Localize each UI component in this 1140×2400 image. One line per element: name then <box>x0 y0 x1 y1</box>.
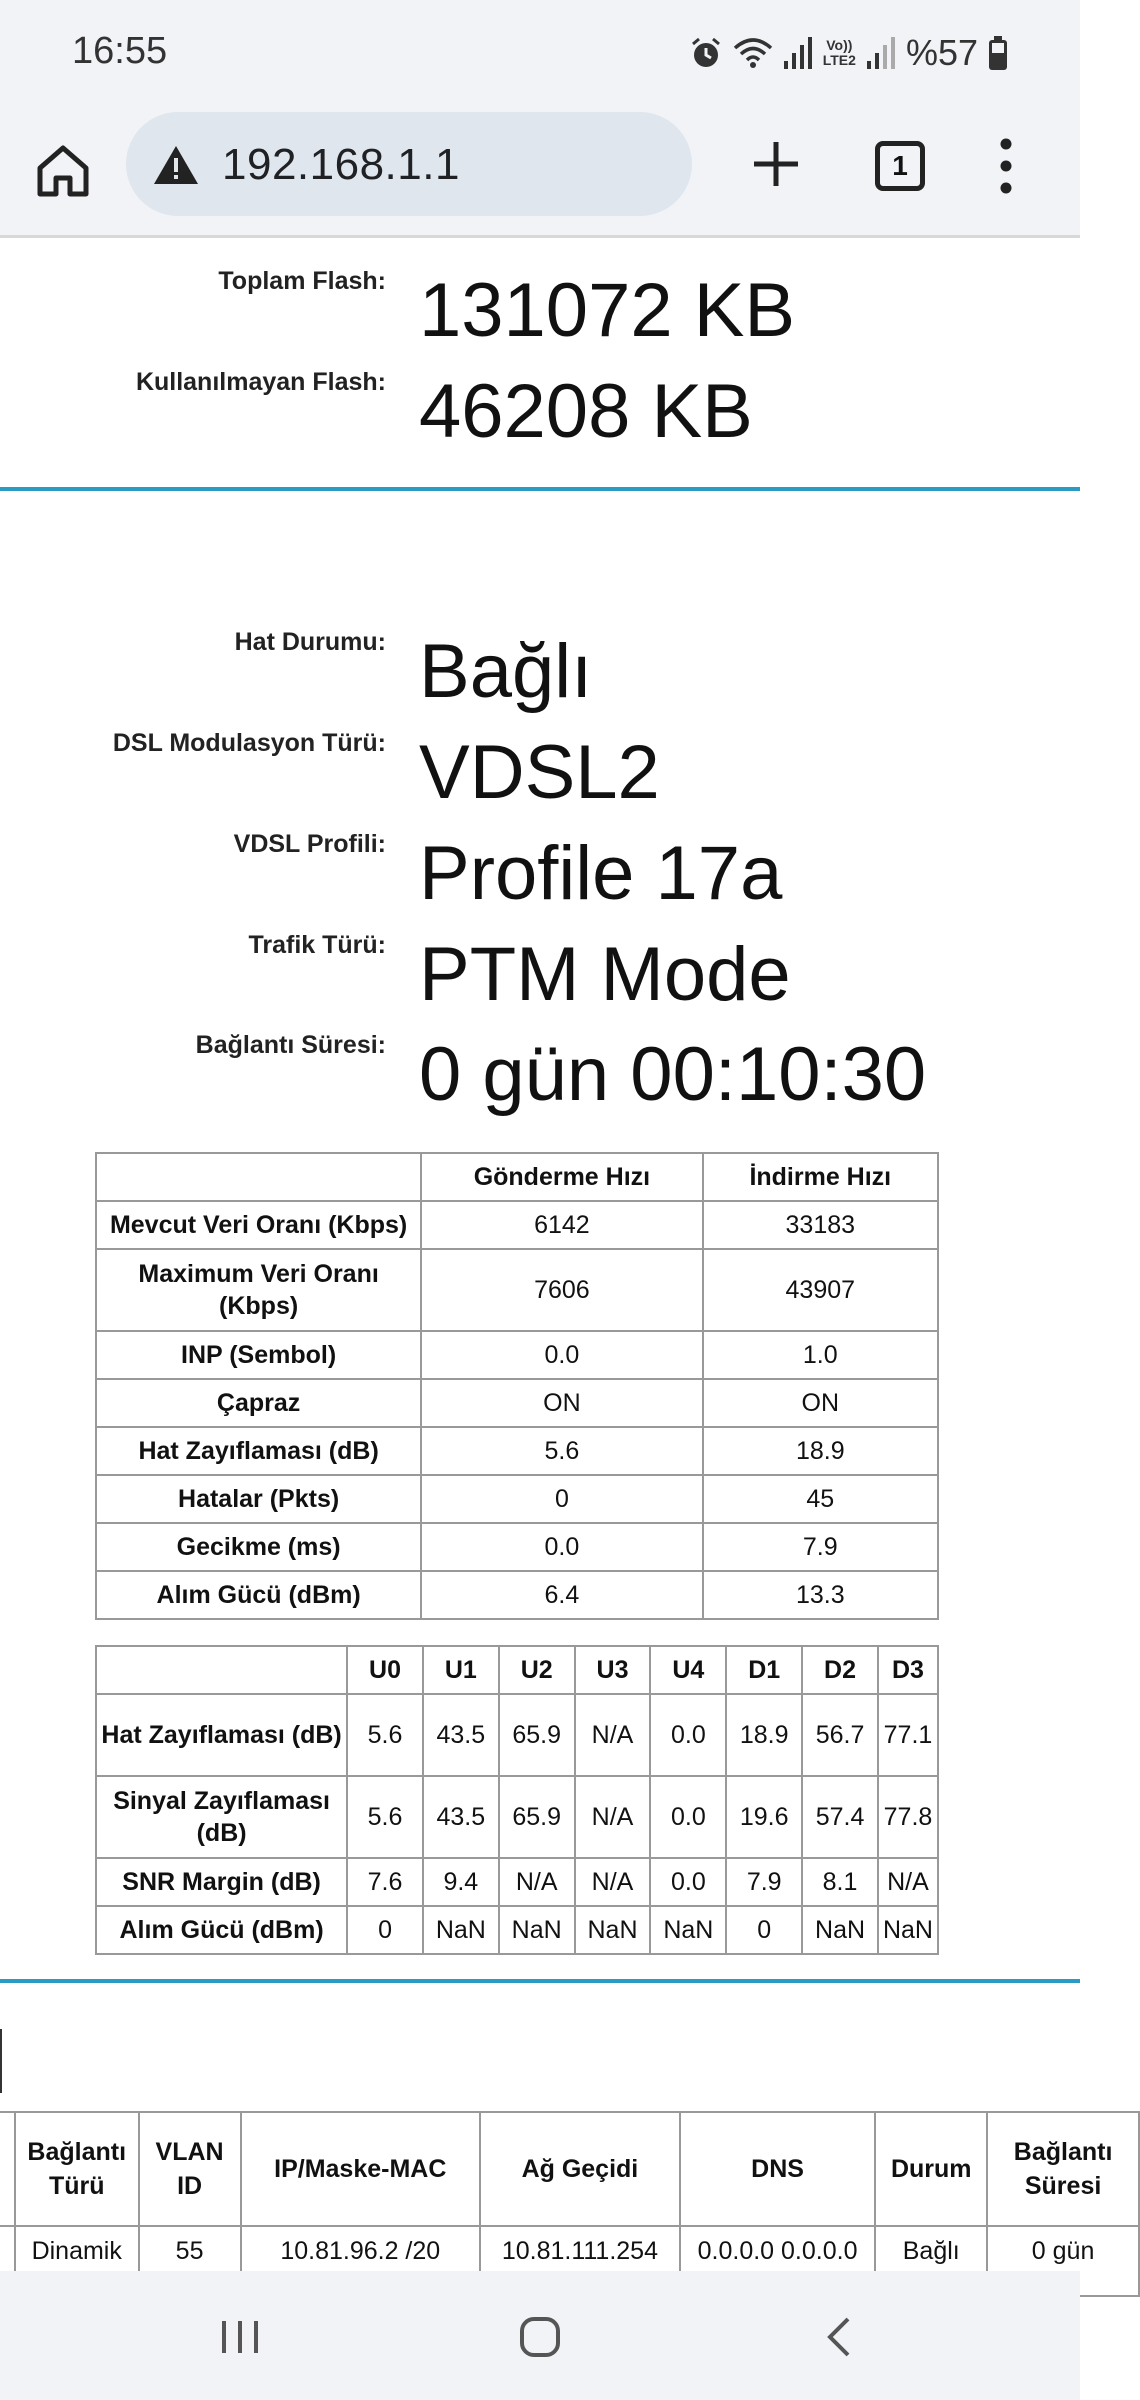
flash-free-value: 46208 KB <box>419 369 753 454</box>
table-cell: 10.81.96.2 /20 <box>241 2226 480 2296</box>
table-cell: 1.0 <box>703 1331 938 1379</box>
table-row <box>96 1858 938 1906</box>
address-bar[interactable] <box>126 112 692 216</box>
table-cell: Bağlı <box>875 2226 987 2296</box>
text-cursor <box>0 2029 2 2093</box>
table-cell: 7606 <box>421 1249 702 1331</box>
table-cell: 0.0 <box>421 1331 702 1379</box>
browser-toolbar <box>0 108 1080 238</box>
line-status-label: Hat Durumu: <box>234 628 386 656</box>
table-header: IP/Maske-MAC <box>241 2112 480 2226</box>
table-header: U0 <box>347 1646 423 1694</box>
table-row <box>96 1201 938 1249</box>
table-row <box>96 1379 938 1427</box>
signal-2-icon <box>866 37 896 69</box>
volte-indicator <box>823 38 856 68</box>
row-header: Mevcut Veri Oranı (Kbps) <box>96 1201 421 1249</box>
table-cell: 7.6 <box>347 1858 423 1906</box>
row-header: Sinyal Zayıflaması (dB) <box>96 1776 347 1858</box>
table-row <box>96 1776 938 1858</box>
modulation-value: VDSL2 <box>419 730 660 815</box>
table-row <box>96 1475 938 1523</box>
table-cell: N/A <box>575 1858 651 1906</box>
table-cell: 65.9 <box>499 1776 575 1858</box>
battery-text: %57 <box>905 32 978 73</box>
table-cell: 5.6 <box>421 1427 702 1475</box>
table-cell: 77.8 <box>878 1776 938 1858</box>
table-header <box>96 1153 421 1201</box>
table-cell: NaN <box>878 1906 938 1954</box>
status-icons <box>689 28 1008 78</box>
row-header: SNR Margin (dB) <box>96 1858 347 1906</box>
table-cell: 5.6 <box>347 1694 423 1776</box>
table-cell: NaN <box>802 1906 878 1954</box>
section-divider <box>0 1979 1080 1983</box>
table-cell: 0 <box>726 1906 802 1954</box>
wifi-icon <box>733 36 773 70</box>
table-header: U2 <box>499 1646 575 1694</box>
table-cell: 0 <box>347 1906 423 1954</box>
status-bar <box>0 0 1080 108</box>
table-cell: 45 <box>703 1475 938 1523</box>
table-cell: NaN <box>650 1906 726 1954</box>
table-cell: ON <box>703 1379 938 1427</box>
table-cell: 7.9 <box>703 1523 938 1571</box>
table-header: U4 <box>650 1646 726 1694</box>
modulation-label: DSL Modulasyon Türü: <box>112 729 386 757</box>
row-header: Çapraz <box>96 1379 421 1427</box>
uptime-value: 0 gün 00:10:30 <box>419 1032 927 1117</box>
table-row <box>96 1249 938 1331</box>
table-cell: 43.5 <box>423 1776 499 1858</box>
tabs-icon[interactable] <box>875 141 925 191</box>
flash-total-label: Toplam Flash: <box>218 267 386 295</box>
table-cell: 0 <box>421 1475 702 1523</box>
recent-apps-icon[interactable] <box>210 2307 270 2367</box>
table-cell: 18.9 <box>726 1694 802 1776</box>
table-row <box>96 1571 938 1619</box>
table-header-row <box>0 2112 1139 2226</box>
table-cell: 8.1 <box>802 1858 878 1906</box>
uptime-label: Bağlantı Süresi: <box>195 1031 386 1059</box>
table-cell: 7.9 <box>726 1858 802 1906</box>
more-icon[interactable] <box>996 134 1016 198</box>
table-cell: 0.0 <box>650 1858 726 1906</box>
alarm-icon <box>689 36 723 70</box>
url-text[interactable]: 192.168.1.1 <box>222 140 460 189</box>
table-header: İndirme Hızı <box>703 1153 938 1201</box>
traffic-type-label: Trafik Türü: <box>248 931 386 959</box>
row-header: INP (Sembol) <box>96 1331 421 1379</box>
table-cell: N/A <box>575 1776 651 1858</box>
warning-icon[interactable] <box>152 144 200 191</box>
table-cell: 19.6 <box>726 1776 802 1858</box>
row-header: Alım Gücü (dBm) <box>96 1906 347 1954</box>
table-row <box>96 1906 938 1954</box>
table-header: Durum <box>875 2112 987 2226</box>
table-cell: 0.0.0.0 0.0.0.0 <box>680 2226 875 2296</box>
table-header: Gönderme Hızı <box>421 1153 702 1201</box>
table-header: Bağlantı Türü <box>15 2112 139 2226</box>
tab-count: 1 <box>892 150 908 181</box>
table-cell: 43.5 <box>423 1694 499 1776</box>
table-header: D2 <box>802 1646 878 1694</box>
row-header: Hat Zayıflaması (dB) <box>96 1694 347 1776</box>
table-cell: 57.4 <box>802 1776 878 1858</box>
row-header: Hat Zayıflaması (dB) <box>96 1427 421 1475</box>
table-header: D3 <box>878 1646 938 1694</box>
battery-icon <box>988 36 1008 70</box>
table-cell: 9.4 <box>423 1858 499 1906</box>
table-row <box>96 1523 938 1571</box>
status-time: 16:55 <box>72 30 168 72</box>
rate-table <box>95 1152 939 1620</box>
band-table <box>95 1645 939 1955</box>
table-cell: 0.0 <box>650 1776 726 1858</box>
table-header-row <box>96 1646 938 1694</box>
vdsl-profile-label: VDSL Profili: <box>233 830 386 858</box>
table-cell: 77.1 <box>878 1694 938 1776</box>
table-cell: 65.9 <box>499 1694 575 1776</box>
table-cell: 56.7 <box>802 1694 878 1776</box>
table-cell: 10.81.111.254 <box>480 2226 680 2296</box>
table-header: U1 <box>423 1646 499 1694</box>
signal-icon <box>783 37 813 69</box>
back-icon[interactable] <box>810 2307 870 2367</box>
section-divider <box>0 487 1080 491</box>
page-content <box>0 241 1113 2271</box>
row-header: Alım Gücü (dBm) <box>96 1571 421 1619</box>
table-cell: NaN <box>423 1906 499 1954</box>
volte-line-2: LTE2 <box>822 52 856 68</box>
line-status-value: Bağlı <box>419 629 593 714</box>
table-cell: NaN <box>499 1906 575 1954</box>
plus-icon[interactable] <box>746 134 806 194</box>
flash-total-value: 131072 KB <box>419 268 796 353</box>
table-cell: 0.0 <box>650 1694 726 1776</box>
flash-free-label: Kullanılmayan Flash: <box>135 368 386 396</box>
table-header: VLAN ID <box>139 2112 241 2226</box>
traffic-type-value: PTM Mode <box>419 932 791 1017</box>
table-cell: Dinamik <box>15 2226 139 2296</box>
volte-line-1: Vo)) <box>826 37 853 53</box>
table-cell: 5.6 <box>347 1776 423 1858</box>
table-header: Bağlantı Süresi <box>987 2112 1139 2226</box>
row-header: Gecikme (ms) <box>96 1523 421 1571</box>
table-cell: 33183 <box>703 1201 938 1249</box>
home-icon[interactable] <box>30 138 96 204</box>
table-header: U3 <box>575 1646 651 1694</box>
table-cell: N/A <box>575 1694 651 1776</box>
navigation-bar <box>0 2271 1080 2400</box>
table-cell: 43907 <box>703 1249 938 1331</box>
table-row <box>96 1331 938 1379</box>
table-cell: NaN <box>575 1906 651 1954</box>
table-header <box>96 1646 347 1694</box>
table-cell: 0 gün <box>987 2226 1139 2296</box>
table-cell: N/A <box>499 1858 575 1906</box>
vdsl-profile-value: Profile 17a <box>419 831 783 916</box>
row-header: Hatalar (Pkts) <box>96 1475 421 1523</box>
table-cell: 55 <box>139 2226 241 2296</box>
table-header: D1 <box>726 1646 802 1694</box>
home-nav-icon[interactable] <box>510 2307 570 2367</box>
table-header: DNS <box>680 2112 875 2226</box>
table-cell: 13.3 <box>703 1571 938 1619</box>
table-cell: N/A <box>878 1858 938 1906</box>
table-header-blank <box>0 2112 15 2226</box>
table-cell: 6142 <box>421 1201 702 1249</box>
row-header: Maximum Veri Oranı (Kbps) <box>96 1249 421 1331</box>
table-cell: 6.4 <box>421 1571 702 1619</box>
wan-table <box>0 2111 1140 2297</box>
table-row <box>96 1427 938 1475</box>
table-header-row <box>96 1153 938 1201</box>
table-cell: 18.9 <box>703 1427 938 1475</box>
table-cell: ON <box>421 1379 702 1427</box>
table-row <box>96 1694 938 1776</box>
table-cell: 0.0 <box>421 1523 702 1571</box>
table-header: Ağ Geçidi <box>480 2112 680 2226</box>
